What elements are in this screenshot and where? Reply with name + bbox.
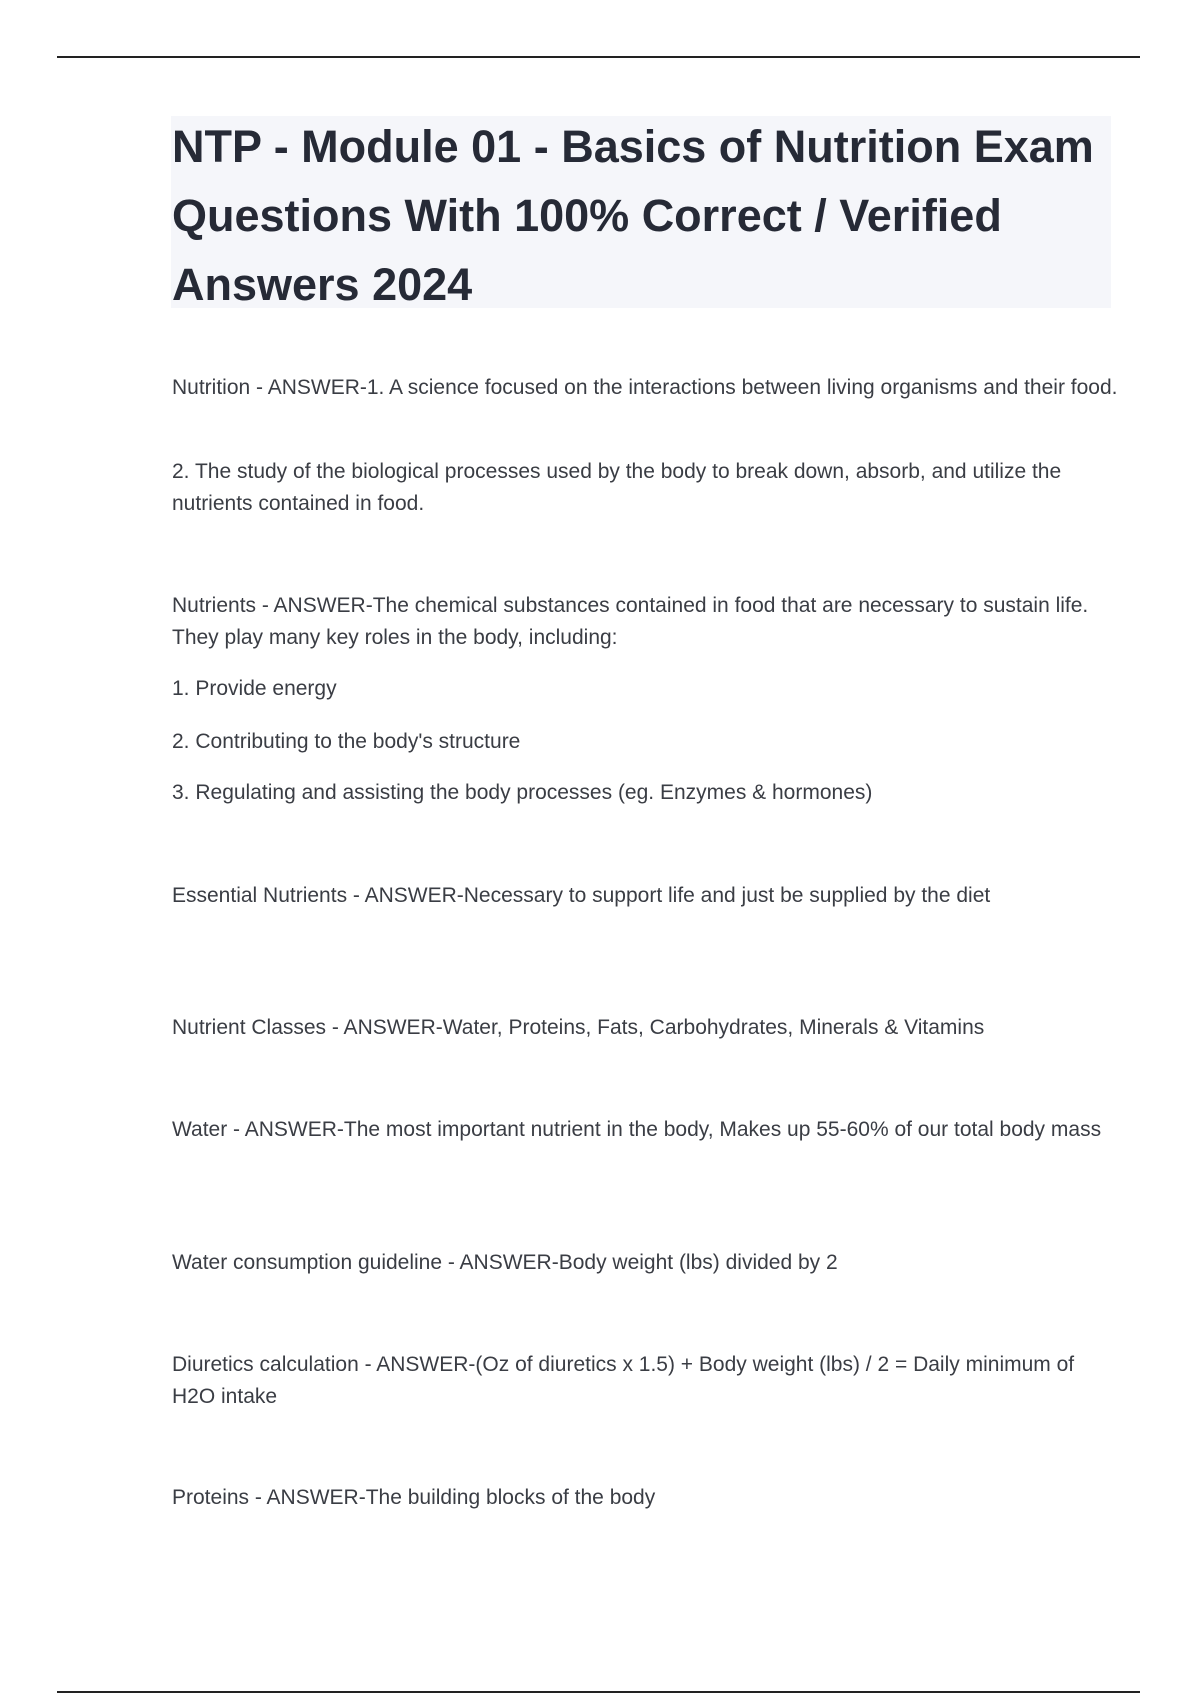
document-title: NTP - Module 01 - Basics of Nutrition Exam Questions With 100% Correct / Verified Answers 2024 bbox=[172, 121, 1094, 310]
qa-proteins: Proteins - ANSWER-The building blocks of the body bbox=[172, 1486, 656, 1509]
bottom-divider bbox=[57, 1691, 1140, 1693]
qa-water-guideline: Water consumption guideline - ANSWER-Body weight (lbs) divided by 2 bbox=[172, 1251, 838, 1274]
top-divider bbox=[57, 56, 1140, 58]
qa-nutrient-classes: Nutrient Classes - ANSWER-Water, Proteins, Fats, Carbohydrates, Minerals & Vitamins bbox=[172, 1016, 985, 1039]
list-item: 2. Contributing to the body's structure bbox=[172, 730, 521, 753]
list-item: 3. Regulating and assisting the body processes (eg. Enzymes & hormones) bbox=[172, 781, 873, 804]
qa-water: Water - ANSWER-The most important nutrient in the body, Makes up 55-60% of our total body mass bbox=[172, 1118, 1102, 1141]
qa-nutrients: Nutrients - ANSWER-The chemical substances contained in food that are necessary to sustain life. They play many key roles in the body, including: bbox=[172, 594, 1089, 649]
qa-essential-nutrients: Essential Nutrients - ANSWER-Necessary to support life and just be supplied by the diet bbox=[172, 884, 991, 907]
list-item: 1. Provide energy bbox=[172, 677, 337, 700]
qa-nutrition: Nutrition - ANSWER-1. A science focused on the interactions between living organisms and their food. bbox=[172, 376, 1118, 399]
qa-diuretics: Diuretics calculation - ANSWER-(Oz of diuretics x 1.5) + Body weight (lbs) / 2 = Daily minimum of H2O intake bbox=[172, 1353, 1075, 1408]
qa-nutrition-2: 2. The study of the biological processes used by the body to break down, absorb, and utilize the nutrients contained in food. bbox=[172, 460, 1062, 515]
